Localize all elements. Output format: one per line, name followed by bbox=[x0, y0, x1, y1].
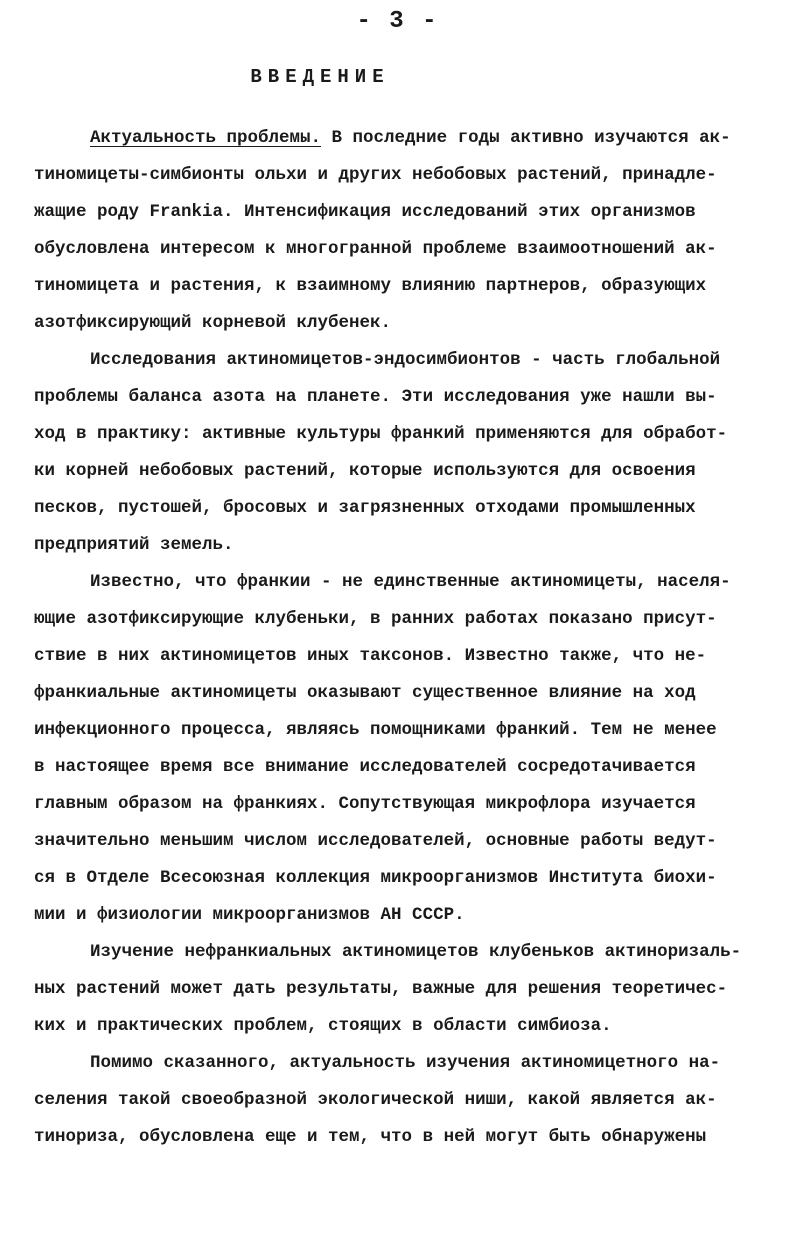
text-line: ных растений может дать результаты, важные для решения теоретичес- bbox=[34, 979, 728, 999]
text-line: тиноризa, обусловлена еще и тем, что в ней могут быть обнаружены bbox=[34, 1127, 707, 1147]
text-line: ход в практику: активные культуры франкий применяются для обработ- bbox=[34, 424, 728, 444]
text-line: тиномицеты-симбионты ольхи и других небобовых растений, принадле- bbox=[34, 165, 717, 185]
text-line: ки корней небобовых растений, которые используются для освоения bbox=[34, 461, 696, 481]
text-line: мии и физиологии микроорганизмов АН СССР. bbox=[34, 905, 465, 925]
text-line: в настоящее время все внимание исследователей сосредотачивается bbox=[34, 757, 696, 777]
body-text bbox=[34, 120, 789, 1156]
text-line: Изучение нефранкиальных актиномицетов клубеньков актиноризаль- bbox=[90, 942, 742, 962]
section-heading: ВВЕДЕНИЕ bbox=[250, 66, 390, 88]
text-line: франкиальные актиномицеты оказывают существенное влияние на ход bbox=[34, 683, 696, 703]
text-line: Исследования актиномицетов-эндосимбионтов - часть глобальной bbox=[90, 350, 721, 370]
text-line: инфекционного процесса, являясь помощниками франкий. Тем не менее bbox=[34, 720, 717, 740]
text-line: песков, пустошей, бросовых и загрязненных отходами промышленных bbox=[34, 498, 696, 518]
text-line: ющие азотфиксирующие клубеньки, в ранних работах показано присут- bbox=[34, 609, 717, 629]
text-line: Помимо сказанного, актуальность изучения актиномицетного на- bbox=[90, 1053, 721, 1073]
text-line: селения такой своеобразной экологической ниши, какой является ак- bbox=[34, 1090, 717, 1110]
text-line: значительно меньшим числом исследователей, основные работы ведут- bbox=[34, 831, 717, 851]
text-line: ких и практических проблем, стоящих в области симбиоза. bbox=[34, 1016, 612, 1036]
text-line bbox=[34, 120, 789, 157]
text-line: ствие в них актиномицетов иных таксонов. Известно также, что не- bbox=[34, 646, 707, 666]
text-line: главным образом на франкиях. Сопутствующая микрофлора изучается bbox=[34, 794, 696, 814]
text-line: предприятий земель. bbox=[34, 535, 234, 555]
text-line: тиномицета и растения, к взаимному влиянию партнеров, образующих bbox=[34, 276, 707, 296]
text-line: Известно, что франкии - не единственные актиномицеты, населя- bbox=[90, 572, 731, 592]
page-number: - 3 - bbox=[356, 8, 439, 35]
text-line: проблемы баланса азота на планете. Эти исследования уже нашли вы- bbox=[34, 387, 717, 407]
text-line-rest: В последние годы активно изучаются ак- bbox=[321, 128, 731, 148]
text-line: жащие роду Frankia. Интенсификация исследований этих организмов bbox=[34, 202, 696, 222]
text-line: обусловлена интересом к многогранной проблеме взаимоотношений ак- bbox=[34, 239, 717, 259]
lead-phrase: Актуальность проблемы. bbox=[90, 128, 322, 148]
text-line: азотфиксирующий корневой клубенек. bbox=[34, 313, 392, 333]
text-line: ся в Отделе Всесоюзная коллекция микроорганизмов Института биохи- bbox=[34, 868, 717, 888]
